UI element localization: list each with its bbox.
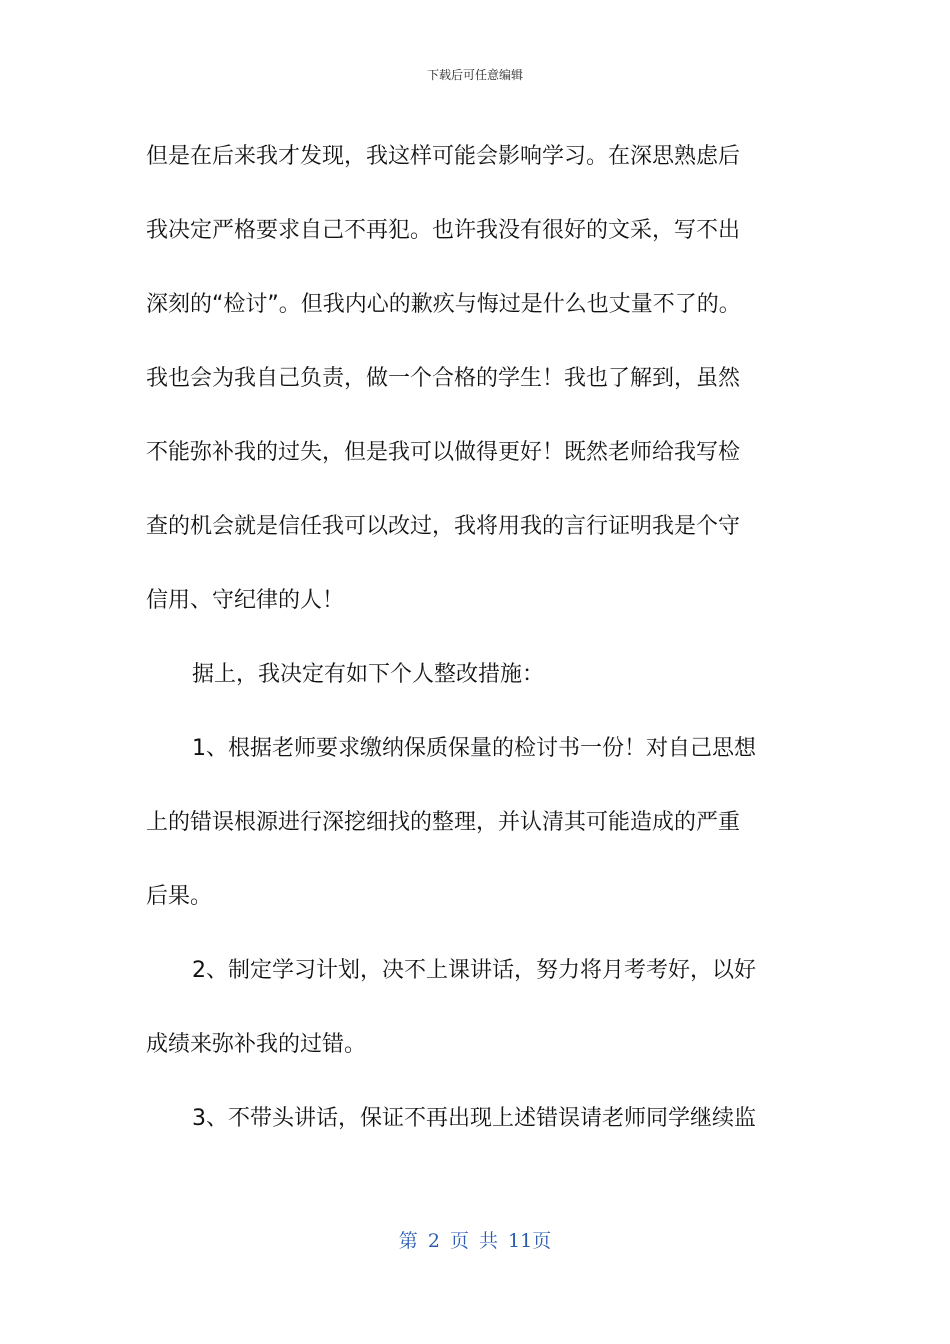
body-line: 信用、守纪律的人！ xyxy=(146,588,345,613)
page-header-note: 下载后可任意编辑 xyxy=(426,68,523,82)
body-line: 不能弥补我的过失，但是我可以做得更好！既然老师给我写检 xyxy=(146,440,741,465)
document-body xyxy=(146,120,806,1156)
body-line-indented: 2、制定学习计划，决不上课讲话，努力将月考考好，以好 xyxy=(192,958,756,983)
body-line: 查的机会就是信任我可以改过，我将用我的言行证明我是个守 xyxy=(146,514,741,539)
body-line-indented: 1、根据老师要求缴纳保质保量的检讨书一份！对自己思想 xyxy=(192,736,756,761)
body-line: 我也会为我自己负责，做一个合格的学生！我也了解到，虽然 xyxy=(146,366,741,391)
body-line-indented: 据上，我决定有如下个人整改措施： xyxy=(192,662,545,687)
body-line: 深刻的“检讨”。但我内心的歉疚与悔过是什么也丈量不了的。 xyxy=(146,292,741,317)
body-line: 上的错误根源进行深挖细找的整理，并认清其可能造成的严重 xyxy=(146,810,741,835)
body-line: 我决定严格要求自己不再犯。也许我没有很好的文采，写不出 xyxy=(146,218,741,243)
body-line: 成绩来弥补我的过错。 xyxy=(146,1032,367,1057)
page-number-footer: 第 2 页 共 11页 xyxy=(398,1230,552,1252)
body-line: 后果。 xyxy=(146,884,213,909)
body-line-indented: 3、不带头讲话，保证不再出现上述错误请老师同学继续监 xyxy=(192,1106,756,1131)
body-line: 但是在后来我才发现，我这样可能会影响学习。在深思熟虑后 xyxy=(146,144,741,169)
